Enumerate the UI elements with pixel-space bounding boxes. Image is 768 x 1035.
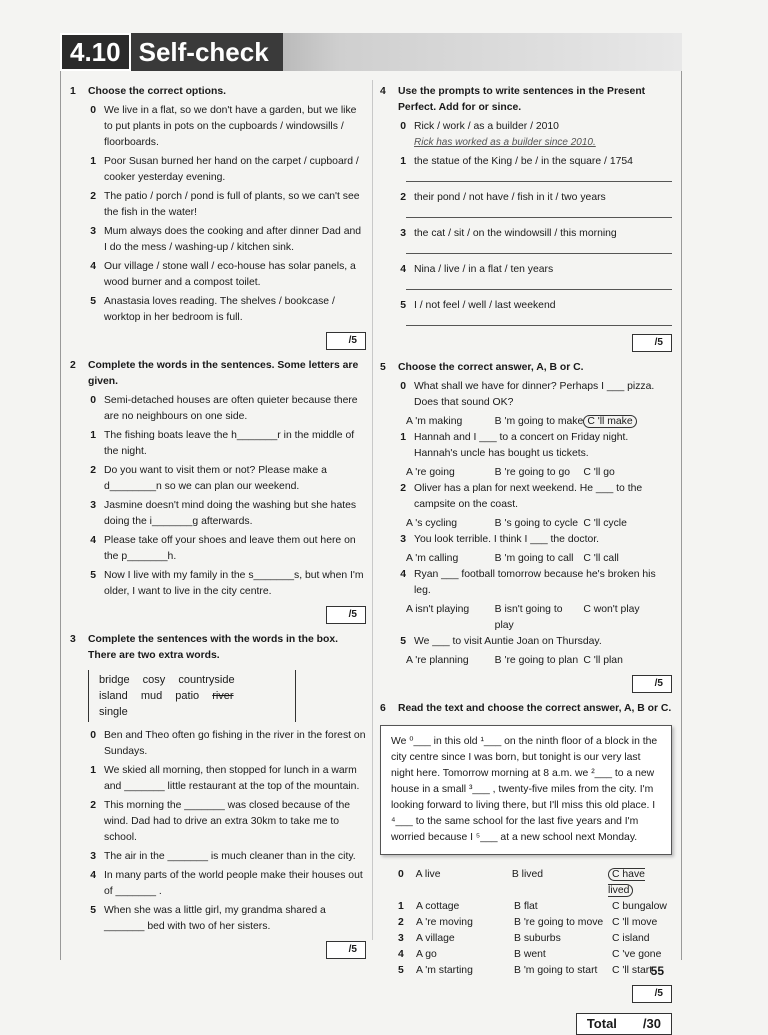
exercise-item: 2 their pond / not have / fish in it / two years (400, 192, 606, 203)
score-box[interactable]: /5 (632, 675, 672, 693)
exercise-instruction: Read the text and choose the correct answer, A, B or C. (398, 703, 672, 714)
exercise-number: 1 (70, 86, 76, 97)
answer-options: A 'm calling B 'm going to call C 'll call (406, 553, 619, 564)
exercise-2 (70, 358, 366, 624)
answer-options: A 're going B 're going to go C 'll go (406, 467, 615, 478)
selected-answer[interactable]: C have lived (608, 869, 645, 896)
exercise-item: 1 Poor Susan burned her hand on the carpet / cupboard / cooker yesterday evening. (90, 156, 359, 183)
exercise-number: 4 (380, 86, 386, 97)
options-row: 4 A go B went C 've gone (398, 949, 662, 960)
exercise-item: 3 the cat / sit / on the windowsill / this morning (400, 228, 617, 239)
exercise-item: 1 The fishing boats leave the h_______r in the middle of the night. (90, 430, 355, 457)
exercise-item: 1 the statue of the King / be / in the square / 1754 (400, 156, 633, 167)
exercise-4 (380, 84, 672, 352)
page-title: Self-check (131, 33, 283, 71)
exercise-item: 2 This morning the _______ was closed because of the wind. Dad had to drive an extra 30km to take me to school. (90, 800, 351, 843)
word-box (88, 670, 296, 722)
word-option: countryside (178, 674, 235, 686)
exercise-item: 4 Nina / live / in a flat / ten years (400, 264, 554, 275)
options-row: 5 A 'm starting B 'm going to start C 'll start (398, 965, 653, 976)
right-column (380, 84, 672, 1035)
exercise-3 (70, 632, 366, 959)
exercise-item: 0 What shall we have for dinner? Perhaps I ___ pizza. Does that sound OK? (400, 381, 655, 408)
word-option: cosy (142, 674, 166, 686)
selected-answer[interactable]: C 'll make (583, 415, 636, 428)
options-row: 3 A village B suburbs C island (398, 933, 650, 944)
word-option: bridge (99, 674, 130, 686)
word-option: island (99, 690, 128, 702)
exercise-item: 4 Our village / stone wall / eco-house has solar panels, a wood burner and a compost toilet. (90, 261, 356, 288)
exercise-number: 3 (70, 634, 76, 645)
exercise-item: 4 Please take off your shoes and leave them out here on the p_______h. (90, 535, 356, 562)
total-label: Total (586, 1016, 617, 1031)
word-option: single (99, 706, 128, 718)
column-divider (372, 80, 373, 940)
page-header (60, 33, 283, 71)
answer-options: A 'm making B 'm going to make C 'll make (406, 414, 672, 430)
exercise-item: 5 When she was a little girl, my grandma shared a _______ bed with two of her sisters. (90, 905, 326, 932)
exercise-item: 1 Hannah and I ___ to a concert on Friday night. Hannah's uncle has bought us tickets. (400, 432, 629, 459)
exercise-item: 3 Mum always does the cooking and after dinner Dad and I do the mess / washing-up / kitchen sink. (90, 226, 362, 253)
exercise-item: 2 The patio / porch / pond is full of plants, so we can't see the fish in the water! (90, 191, 360, 218)
answer-options: A 're planning B 're going to plan C 'll plan (406, 655, 623, 666)
exercise-item: 0 Ben and Theo often go fishing in the river in the forest on Sundays. (90, 730, 366, 757)
exercise-number: 2 (70, 360, 76, 371)
exercise-item: 2 Do you want to visit them or not? Please make a d________n so we can plan our weekend. (90, 465, 327, 492)
exercise-item: 5 Now I live with my family in the s_______s, but when I'm older, I want to live in the city centre. (90, 570, 364, 597)
score-box[interactable]: /5 (632, 985, 672, 1003)
reading-passage: We ⁰___ in this old ¹___ on the ninth floor of a block in the city centre since I was born, but tonight is our very last night here. Tomorrow morning at 8 a.m. we ²___ to a new house in a small ³___ , twenty-five miles from the city. I'm looking forward to living there, but I'll miss this old place. I ⁴___ to the same school for the last five years and I'm worried because I ⁵___ at a new school next Monday. (380, 725, 672, 855)
exercise-instruction: Use the prompts to write sentences in the Present Perfect. Add for or since. (398, 86, 646, 113)
exercise-item: 0 Rick / work / as a builder / 2010 Rick has worked as a builder since 2010. (398, 119, 672, 151)
options-row: 2 A 're moving B 're going to move C 'll move (398, 917, 658, 928)
left-column (70, 84, 366, 967)
exercise-1 (70, 84, 366, 350)
page-number: 55 (650, 964, 664, 978)
exercise-6 (380, 701, 672, 1035)
answer-options: A 's cycling B 's going to cycle C 'll cycle (406, 518, 627, 529)
exercise-item: 3 You look terrible. I think I ___ the doctor. (400, 534, 600, 545)
exercise-instruction: Choose the correct options. (88, 86, 226, 97)
exercise-item: 0 Semi-detached houses are often quieter because there are no neighbours on one side. (90, 395, 358, 422)
exercise-instruction: Complete the sentences with the words in the box. There are two extra words. (88, 634, 338, 661)
score-box[interactable]: /5 (632, 334, 672, 352)
options-row: 0 A live B lived C have lived (398, 869, 645, 896)
score-box[interactable]: /5 (326, 606, 366, 624)
options-row: 1 A cottage B flat C bungalow (398, 901, 667, 912)
answer-line[interactable] (406, 317, 672, 326)
exercise-item: 0 We live in a flat, so we don't have a garden, but we like to put plants in pots on the cupboards / windowsills / floorboards. (90, 105, 357, 148)
exercise-item: 3 Jasmine doesn't mind doing the washing but she hates doing the i_______g afterwards. (90, 500, 357, 527)
answer-line[interactable] (406, 209, 672, 218)
options-table (398, 867, 672, 979)
exercise-number: 6 (380, 703, 386, 714)
exercise-item: 5 Anastasia loves reading. The shelves / bookcase / worktop in her bedroom is full. (90, 296, 335, 323)
exercise-5 (380, 360, 672, 693)
word-option-used: river (212, 690, 234, 702)
answer-line[interactable] (406, 281, 672, 290)
exercise-item: 5 We ___ to visit Auntie Joan on Thursday. (400, 636, 602, 647)
total-value: /30 (642, 1016, 661, 1031)
exercise-number: 5 (380, 362, 386, 373)
exercise-item: 2 Oliver has a plan for next weekend. He ___ to the campsite on the coast. (400, 483, 643, 510)
exercise-item: 3 The air in the _______ is much cleaner than in the city. (90, 851, 356, 862)
exercise-item: 5 I / not feel / well / last weekend (400, 300, 556, 311)
word-option: mud (140, 690, 163, 702)
exercise-item: 1 We skied all morning, then stopped for lunch in a warm and _______ little restaurant at the top of the mountain. (90, 765, 360, 792)
exercise-instruction: Choose the correct answer, A, B or C. (398, 362, 584, 373)
exercise-item: 4 Ryan ___ football tomorrow because he's broken his leg. (400, 569, 656, 596)
answer-line[interactable] (406, 245, 672, 254)
total-score (576, 1013, 672, 1035)
score-box[interactable]: /5 (326, 941, 366, 959)
example-answer: Rick has worked as a builder since 2010. (414, 137, 596, 148)
exercise-instruction: Complete the words in the sentences. Some letters are given. (88, 360, 359, 387)
answer-line[interactable] (406, 173, 672, 182)
unit-number: 4.10 (60, 33, 131, 71)
score-box[interactable]: /5 (326, 332, 366, 350)
answer-options: A isn't playing B isn't going to play C won't play (406, 604, 640, 631)
word-option: patio (175, 690, 200, 702)
exercise-item: 4 In many parts of the world people make their houses out of _______ . (90, 870, 363, 897)
